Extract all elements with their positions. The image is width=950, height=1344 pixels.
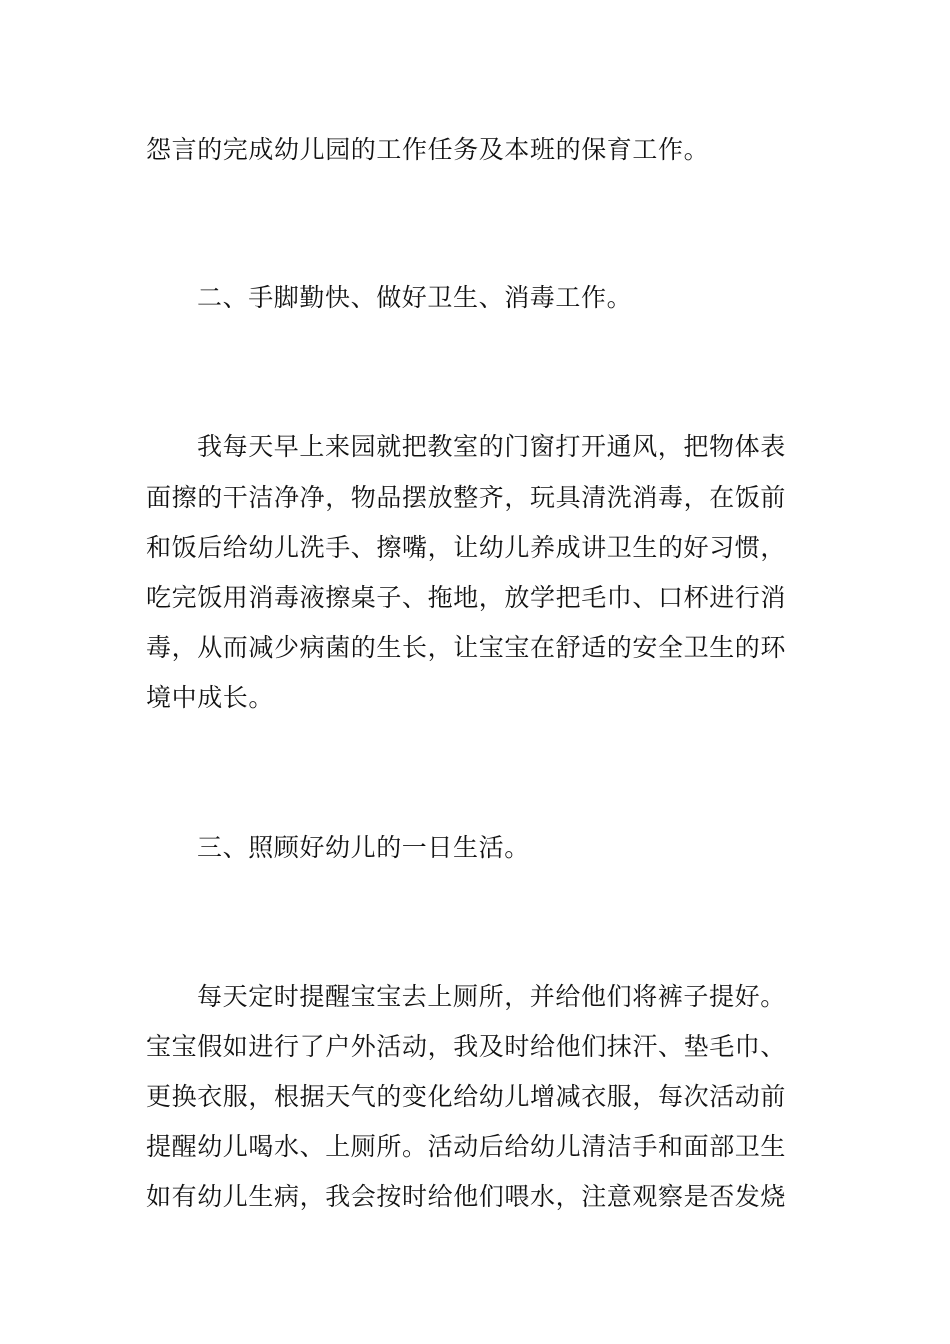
paragraph-line: 每天定时提醒宝宝去上厕所，并给他们将裤子提好。	[197, 982, 786, 1011]
paragraph-line: 我每天早上来园就把教室的门窗打开通风，把物体表	[197, 432, 786, 461]
paragraph-line: 更换衣服，根据天气的变化给幼儿增减衣服，每次活动前	[146, 1082, 787, 1111]
paragraph-line: 面擦的干洁净净，物品摆放整齐，玩具清洗消毒，在饭前	[146, 483, 787, 512]
paragraph-line: 毒，从而减少病菌的生长，让宝宝在舒适的安全卫生的环	[146, 633, 787, 662]
paragraph-line: 提醒幼儿喝水、上厕所。活动后给幼儿清洁手和面部卫生	[146, 1132, 787, 1161]
paragraph-line: 和饭后给幼儿洗手、擦嘴，让幼儿养成讲卫生的好习惯，	[146, 533, 787, 562]
paragraph-line: 如有幼儿生病，我会按时给他们喂水，注意观察是否发烧	[146, 1182, 787, 1211]
paragraph-line: 宝宝假如进行了户外活动，我及时给他们抹汗、垫毛巾、	[146, 1032, 787, 1061]
section-2-heading: 二、手脚勤快、做好卫生、消毒工作。	[197, 283, 633, 312]
paragraph-line: 境中成长。	[146, 683, 275, 712]
paragraph-line: 吃完饭用消毒液擦桌子、拖地，放学把毛巾、口杯进行消	[146, 583, 787, 612]
section-3-heading: 三、照顾好幼儿的一日生活。	[197, 833, 530, 862]
continuation-paragraph: 怨言的完成幼儿园的工作任务及本班的保育工作。	[146, 135, 710, 164]
